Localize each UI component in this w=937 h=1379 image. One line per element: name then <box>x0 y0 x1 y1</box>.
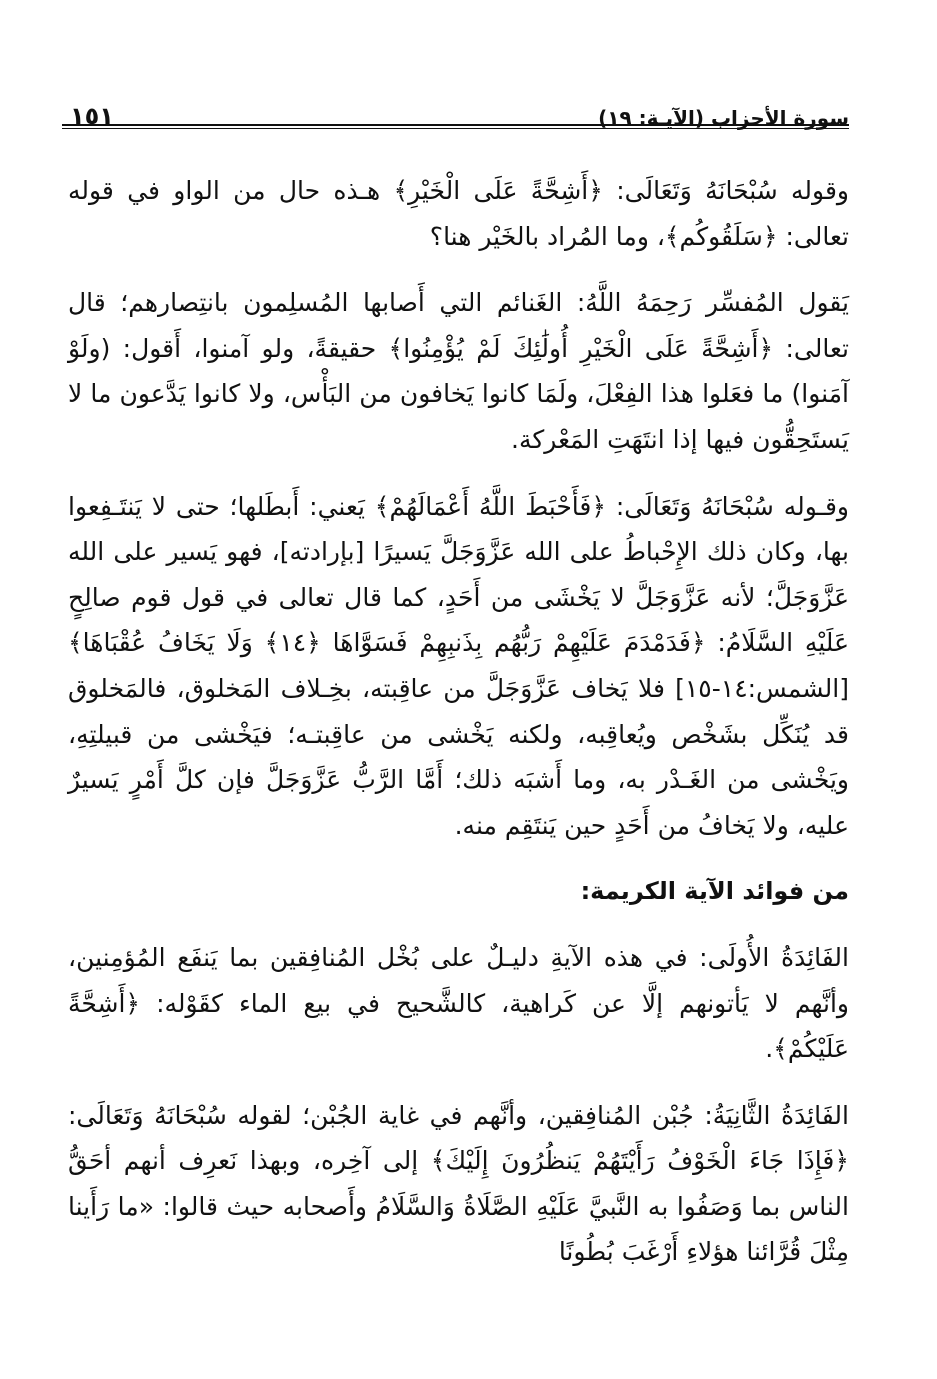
page-body <box>68 168 849 1296</box>
benefit-paragraph: الفَائِدَةُ الثَّانِيَةُ: جُبْن المُنافِقين، وأنَّهم في غاية الجُبْن؛ لقوله سُبْحَانَهُ وَتَعَالَى: ﴿فَإِذَا جَاءَ الْخَوْفُ رَأَيْتَهُمْ يَنظُرُونَ إِلَيْكَ﴾ إلى آخِره، وبهذا نَعرِف أنهم أحَقُّ الناس بما وَصَفُوا به النَّبيَّ عَلَيْهِ الصَّلَاةُ وَالسَّلَامُ وأَصحابه حيث قالوا: «ما رَأَينا مِثْلَ قُرَّائنا هؤلاءِ أَرْغَبَ بُطُونًا <box>68 1100 849 1267</box>
chapter-title: سورة الأحزاب (الآيـة: ١٩) <box>598 106 849 130</box>
page-number: ١٥١ <box>70 102 114 130</box>
benefit-paragraph: الفَائِدَةُ الأُولَى: في هذه الآيةِ دليـلٌ على بُخْل المُنافِقين بما يَنفَع المُؤمِنين، وأنَّهم لا يَأتونهم إلَّا عن كَراهية، كالشَّحيح في بيع الماء كقَوْله: ﴿أَشِحَّةً عَلَيْكُمْ﴾. <box>68 942 849 1064</box>
paragraph: وقوله سُبْحَانَهُ وَتَعَالَى: ﴿أَشِحَّةً عَلَى الْخَيْرِ﴾ هـذه حال من الواو في قوله تعالى: ﴿سَلَقُوكُم﴾، وما المُراد بالخَيْر هنا؟ <box>68 176 849 251</box>
header-divider <box>62 124 849 129</box>
paragraph: وقـوله سُبْحَانَهُ وَتَعَالَى: ﴿فَأَحْبَطَ اللَّهُ أَعْمَالَهُمْ﴾ يَعني: أَبطَلها؛ حتى لا يَنتَـفِعوا بها، وكان ذلك الإِحْباطُ على الله عَزَّوَجَلَّ يَسيرًا [بإرادته]، فهو يَسير على الله عَزَّوَجَلَّ؛ لأنه عَزَّوَجَلَّ لا يَخْشَى من أَحَدٍ، كما قال تعالى في قول قوم صالِحٍ عَلَيْهِ السَّلَامُ: ﴿فَدَمْدَمَ عَلَيْهِمْ رَبُّهُم بِذَنبِهِمْ فَسَوَّاهَا ﴿١٤﴾ وَلَا يَخَافُ عُقْبَاهَا﴾ [الشمس:١٤-١٥] فلا يَخاف عَزَّوَجَلَّ من عاقِبته، بخِـلاف المَخلوق، فالمَخلوق قد يُنَكِّل بشَخْص ويُعاقِبه، ولكنه يَخْشى من عاقِبتـه؛ فيَخْشى من قبيلتِهِ، ويَخْشى من الغَـدْر به، وما أَشبَه ذلك؛ أَمَّا الرَّبُّ عَزَّوَجَلَّ فإن كلَّ أَمْرٍ يَسيرٌ عليه، ولا يَخافُ من أَحَدٍ حين يَنتَقِم منه. <box>68 491 849 840</box>
paragraph: يَقول المُفسِّر رَحِمَهُ اللَّهُ: الغَنائم التي أَصابها المُسلِمون بانتِصارهم؛ قال تعالى: ﴿أَشِحَّةً عَلَى الْخَيْرِ أُولَٰئِكَ لَمْ يُؤْمِنُوا﴾ حقيقةً، ولو آمنوا، أَقول: (ولَوْ آمَنوا) ما فعَلوا هذا الفِعْلَ، ولَمَا كانوا يَخافون من البَأْس، ولا كانوا يَدَّعون ما لا يَستَحِقُّون فيها إذا انتَهَتِ المَعْركة. <box>68 288 849 454</box>
section-heading: من فوائد الآية الكريمة: <box>580 877 849 906</box>
